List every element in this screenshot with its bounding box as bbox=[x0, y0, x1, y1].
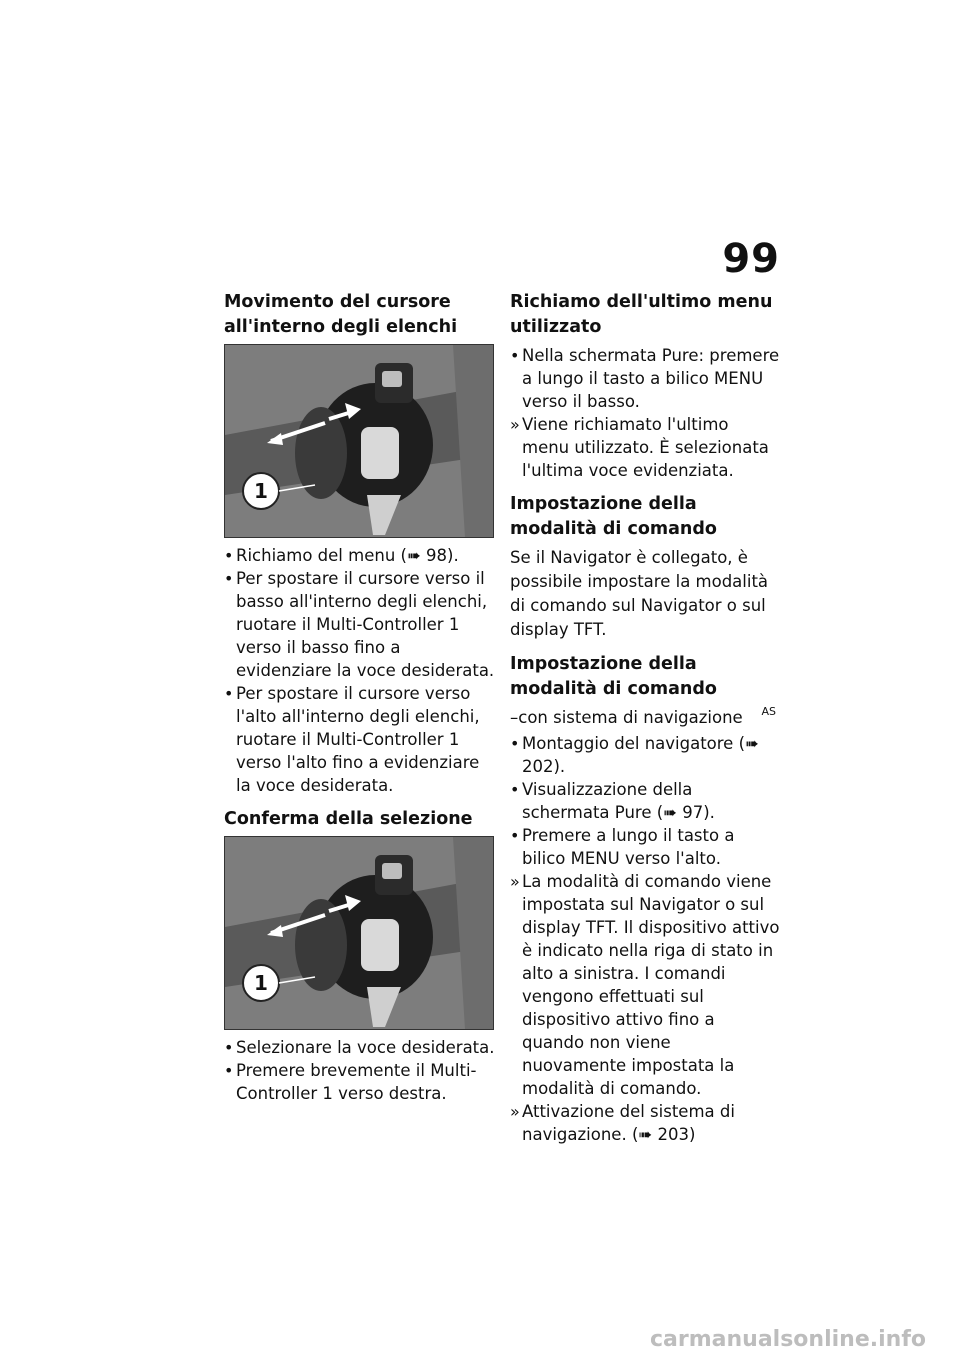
bullet-icon: • bbox=[224, 569, 234, 588]
watermark: carmanualsonline.info bbox=[650, 1327, 926, 1352]
page-number: 99 bbox=[722, 236, 780, 282]
control-mode-paragraph: Se il Navigator è collegato, è possibile impostare la modalità di comando sul Navigator o sul display TFT. bbox=[510, 548, 769, 639]
cursor-step-item-text: Per spostare il cursore verso il basso all'interno degli elenchi, ruotare il Multi-Controller 1 verso il basso fino a evidenziare la voce desiderata. bbox=[236, 569, 495, 680]
navigation-subtitle-text: –con sistema di navigazione bbox=[510, 708, 743, 727]
left-column bbox=[224, 290, 496, 1105]
navigation-step-item-text: Visualizzazione della schermata Pure (➠ 97). bbox=[522, 780, 715, 822]
navigation-step-item-text: Premere a lungo il tasto a bilico MENU verso l'alto. bbox=[522, 826, 735, 868]
bullet-icon: • bbox=[510, 780, 520, 799]
last-menu-steps-list bbox=[510, 344, 780, 482]
cursor-step-item bbox=[224, 682, 496, 797]
handlebar-controller-figure-1 bbox=[224, 344, 494, 538]
confirm-step-item bbox=[224, 1036, 496, 1059]
heading-last-menu: Richiamo dell'ultimo menu utilizzato bbox=[510, 292, 773, 337]
result-marker-icon: » bbox=[510, 872, 520, 891]
bullet-icon: • bbox=[510, 346, 520, 365]
navigation-step-item-text: Attivazione del sistema di navigazione. (➠ 203) bbox=[522, 1102, 735, 1144]
result-marker-icon: » bbox=[510, 415, 520, 434]
bullet-icon: • bbox=[224, 1038, 234, 1057]
heading-control-mode-2: Impostazione della modalità di comando bbox=[510, 654, 717, 699]
navigation-step-item-text: La modalità di comando viene impostata sul Navigator o sul display TFT. Il dispositivo attivo è indicato nella riga di stato in alto a sinistra. I comandi vengono effettuati sul dispositivo attivo fino a quando non viene nuovamente impostata la modalità di comando. bbox=[522, 872, 780, 1098]
bullet-icon: • bbox=[224, 546, 234, 565]
cursor-step-item bbox=[224, 567, 496, 682]
confirm-steps-list bbox=[224, 1036, 496, 1105]
navigation-subtitle bbox=[510, 706, 780, 730]
last-menu-step-item bbox=[510, 413, 780, 482]
bullet-icon: • bbox=[224, 1061, 234, 1080]
cursor-step-item-text: Richiamo del menu (➠ 98). bbox=[236, 546, 459, 565]
confirm-step-item bbox=[224, 1059, 496, 1105]
bullet-icon: • bbox=[510, 734, 520, 753]
confirm-step-item-text: Selezionare la voce desiderata. bbox=[236, 1038, 495, 1057]
navigation-step-item bbox=[510, 732, 780, 778]
heading-confirm-selection: Conferma della selezione bbox=[224, 809, 473, 829]
navigation-step-item bbox=[510, 870, 780, 1100]
result-marker-icon: » bbox=[510, 1102, 520, 1121]
last-menu-step-item-text: Viene richiamato l'ultimo menu utilizzato. È selezionata l'ultima voce evidenziata. bbox=[522, 415, 769, 480]
last-menu-step-item bbox=[510, 344, 780, 413]
navigation-step-item bbox=[510, 824, 780, 870]
cursor-step-item-text: Per spostare il cursore verso l'alto all'interno degli elenchi, ruotare il Multi-Controller 1 verso l'alto fino a evidenziare la voce desiderata. bbox=[236, 684, 480, 795]
navigation-steps-list bbox=[510, 732, 780, 1146]
figure-1-callout: 1 bbox=[254, 479, 268, 503]
navigation-step-item bbox=[510, 778, 780, 824]
bullet-icon: • bbox=[224, 684, 234, 703]
cursor-steps-list bbox=[224, 544, 496, 797]
right-column bbox=[510, 290, 780, 1146]
cursor-step-item bbox=[224, 544, 496, 567]
last-menu-step-item-text: Nella schermata Pure: premere a lungo il tasto a bilico MENU verso il basso. bbox=[522, 346, 780, 411]
optional-equipment-tag: AS bbox=[761, 705, 776, 718]
navigation-step-item-text: Montaggio del navigatore (➠ 202). bbox=[522, 734, 759, 776]
confirm-step-item-text: Premere brevemente il Multi-Controller 1 verso destra. bbox=[236, 1061, 477, 1103]
figure-2-callout: 1 bbox=[254, 971, 268, 995]
navigation-step-item bbox=[510, 1100, 780, 1146]
handlebar-controller-figure-2 bbox=[224, 836, 494, 1030]
heading-control-mode: Impostazione della modalità di comando bbox=[510, 494, 717, 539]
bullet-icon: • bbox=[510, 826, 520, 845]
heading-cursor-movement: Movimento del cursore all'interno degli elenchi bbox=[224, 292, 458, 337]
